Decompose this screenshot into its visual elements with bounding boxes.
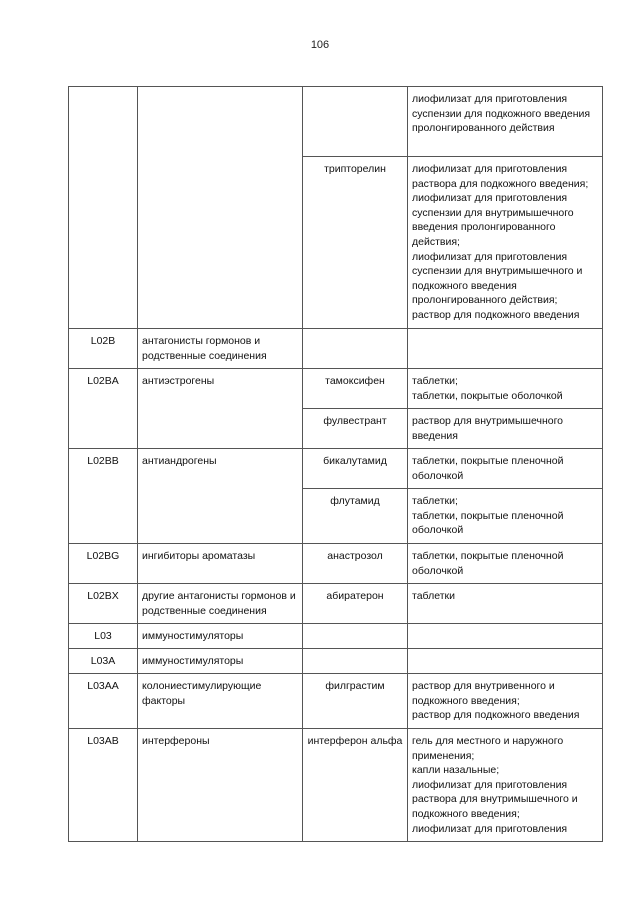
dosage-form-cell (408, 157, 603, 329)
dosage-form-line: таблетки; (412, 375, 458, 387)
drug-cell: абиратерон (303, 584, 408, 624)
dosage-form-line: гель для местного и наружного применения; (412, 735, 564, 762)
group-cell: иммуностимуляторы (138, 649, 303, 674)
drug-cell: фулвестрант (303, 409, 408, 449)
dosage-form-cell (408, 87, 603, 157)
page-number: 106 (310, 39, 330, 51)
table-row (69, 449, 603, 489)
dosage-form-line: лиофилизат для приготовления раствора для внутримышечного и подкожного введения; (412, 778, 578, 820)
dosage-form-line: раствор для подкожного введения (412, 709, 580, 722)
group-cell: антиандрогены (138, 449, 303, 544)
drug-cell (303, 329, 408, 369)
drug-cell: тамоксифен (303, 369, 408, 409)
group-cell: антагонисты гормонов и родственные соединения (138, 329, 303, 369)
drug-cell: флутамид (303, 489, 408, 544)
table-row (69, 729, 603, 842)
atc-code-cell: L02BX (69, 584, 138, 624)
atc-code-cell: L03A (69, 649, 138, 674)
table-row (69, 329, 603, 369)
group-cell: колониестимулирующие факторы (138, 674, 303, 729)
drug-cell: бикалутамид (303, 449, 408, 489)
drug-cell: интерферон альфа (303, 729, 408, 842)
dosage-form-line: лиофилизат для приготовления суспензии для подкожного введения пролонгированного действия (412, 93, 591, 135)
dosage-form-line: таблетки; (412, 495, 458, 507)
dosage-form-cell (408, 624, 603, 649)
table-row (69, 584, 603, 624)
group-cell: другие антагонисты гормонов и родственные соединения (138, 584, 303, 624)
table-row (69, 649, 603, 674)
atc-code-cell: L02BG (69, 544, 138, 584)
atc-code-cell: L02B (69, 329, 138, 369)
dosage-form-line: раствор для внутримышечного введения (412, 415, 564, 442)
dosage-form-cell (408, 649, 603, 674)
dosage-form-cell (408, 674, 603, 729)
group-cell (138, 87, 303, 329)
dosage-form-cell (408, 489, 603, 544)
table-row (69, 87, 603, 157)
dosage-form-cell (408, 409, 603, 449)
drug-table (68, 86, 603, 842)
drug-cell (303, 649, 408, 674)
atc-code-cell: L03 (69, 624, 138, 649)
dosage-form-cell (408, 329, 603, 369)
dosage-form-line: раствор для внутривенного и подкожного введения; (412, 680, 555, 707)
atc-code-cell: L03AA (69, 674, 138, 729)
drug-cell: анастрозол (303, 544, 408, 584)
atc-code-cell: L03AB (69, 729, 138, 842)
dosage-form-line: раствор для подкожного введения (412, 308, 580, 321)
dosage-form-line: капли назальные; (412, 764, 500, 777)
dosage-form-line: таблетки (412, 590, 455, 602)
group-cell: интерфероны (138, 729, 303, 842)
dosage-form-line: таблетки, покрытые оболочкой (412, 389, 563, 402)
dosage-form-line: лиофилизат для приготовления (412, 822, 568, 835)
atc-code-cell: L02BB (69, 449, 138, 544)
group-cell: ингибиторы ароматазы (138, 544, 303, 584)
drug-cell: трипторелин (303, 157, 408, 329)
drug-cell (303, 624, 408, 649)
table-row (69, 674, 603, 729)
dosage-form-line: лиофилизат для приготовления суспензии для внутримышечного введения пролонгированного действия; (412, 192, 574, 248)
group-cell: антиэстрогены (138, 369, 303, 449)
table-row (69, 369, 603, 409)
table-row (69, 544, 603, 584)
dosage-form-line: лиофилизат для приготовления раствора для подкожного введения; (412, 163, 589, 190)
dosage-form-cell (408, 369, 603, 409)
dosage-form-cell (408, 449, 603, 489)
drug-cell (303, 87, 408, 157)
dosage-form-line: лиофилизат для приготовления суспензии для внутримышечного и подкожного введения пролонгированного действия; (412, 250, 583, 307)
table-row (69, 624, 603, 649)
dosage-form-cell (408, 544, 603, 584)
drug-cell: филграстим (303, 674, 408, 729)
atc-code-cell (69, 87, 138, 329)
dosage-form-line: таблетки, покрытые пленочной оболочкой (412, 550, 564, 577)
group-cell: иммуностимуляторы (138, 624, 303, 649)
dosage-form-cell (408, 729, 603, 842)
atc-code-cell: L02BA (69, 369, 138, 449)
dosage-form-cell (408, 584, 603, 624)
dosage-form-line: таблетки, покрытые пленочной оболочкой (412, 455, 564, 482)
dosage-form-line: таблетки, покрытые пленочной оболочкой (412, 509, 564, 537)
